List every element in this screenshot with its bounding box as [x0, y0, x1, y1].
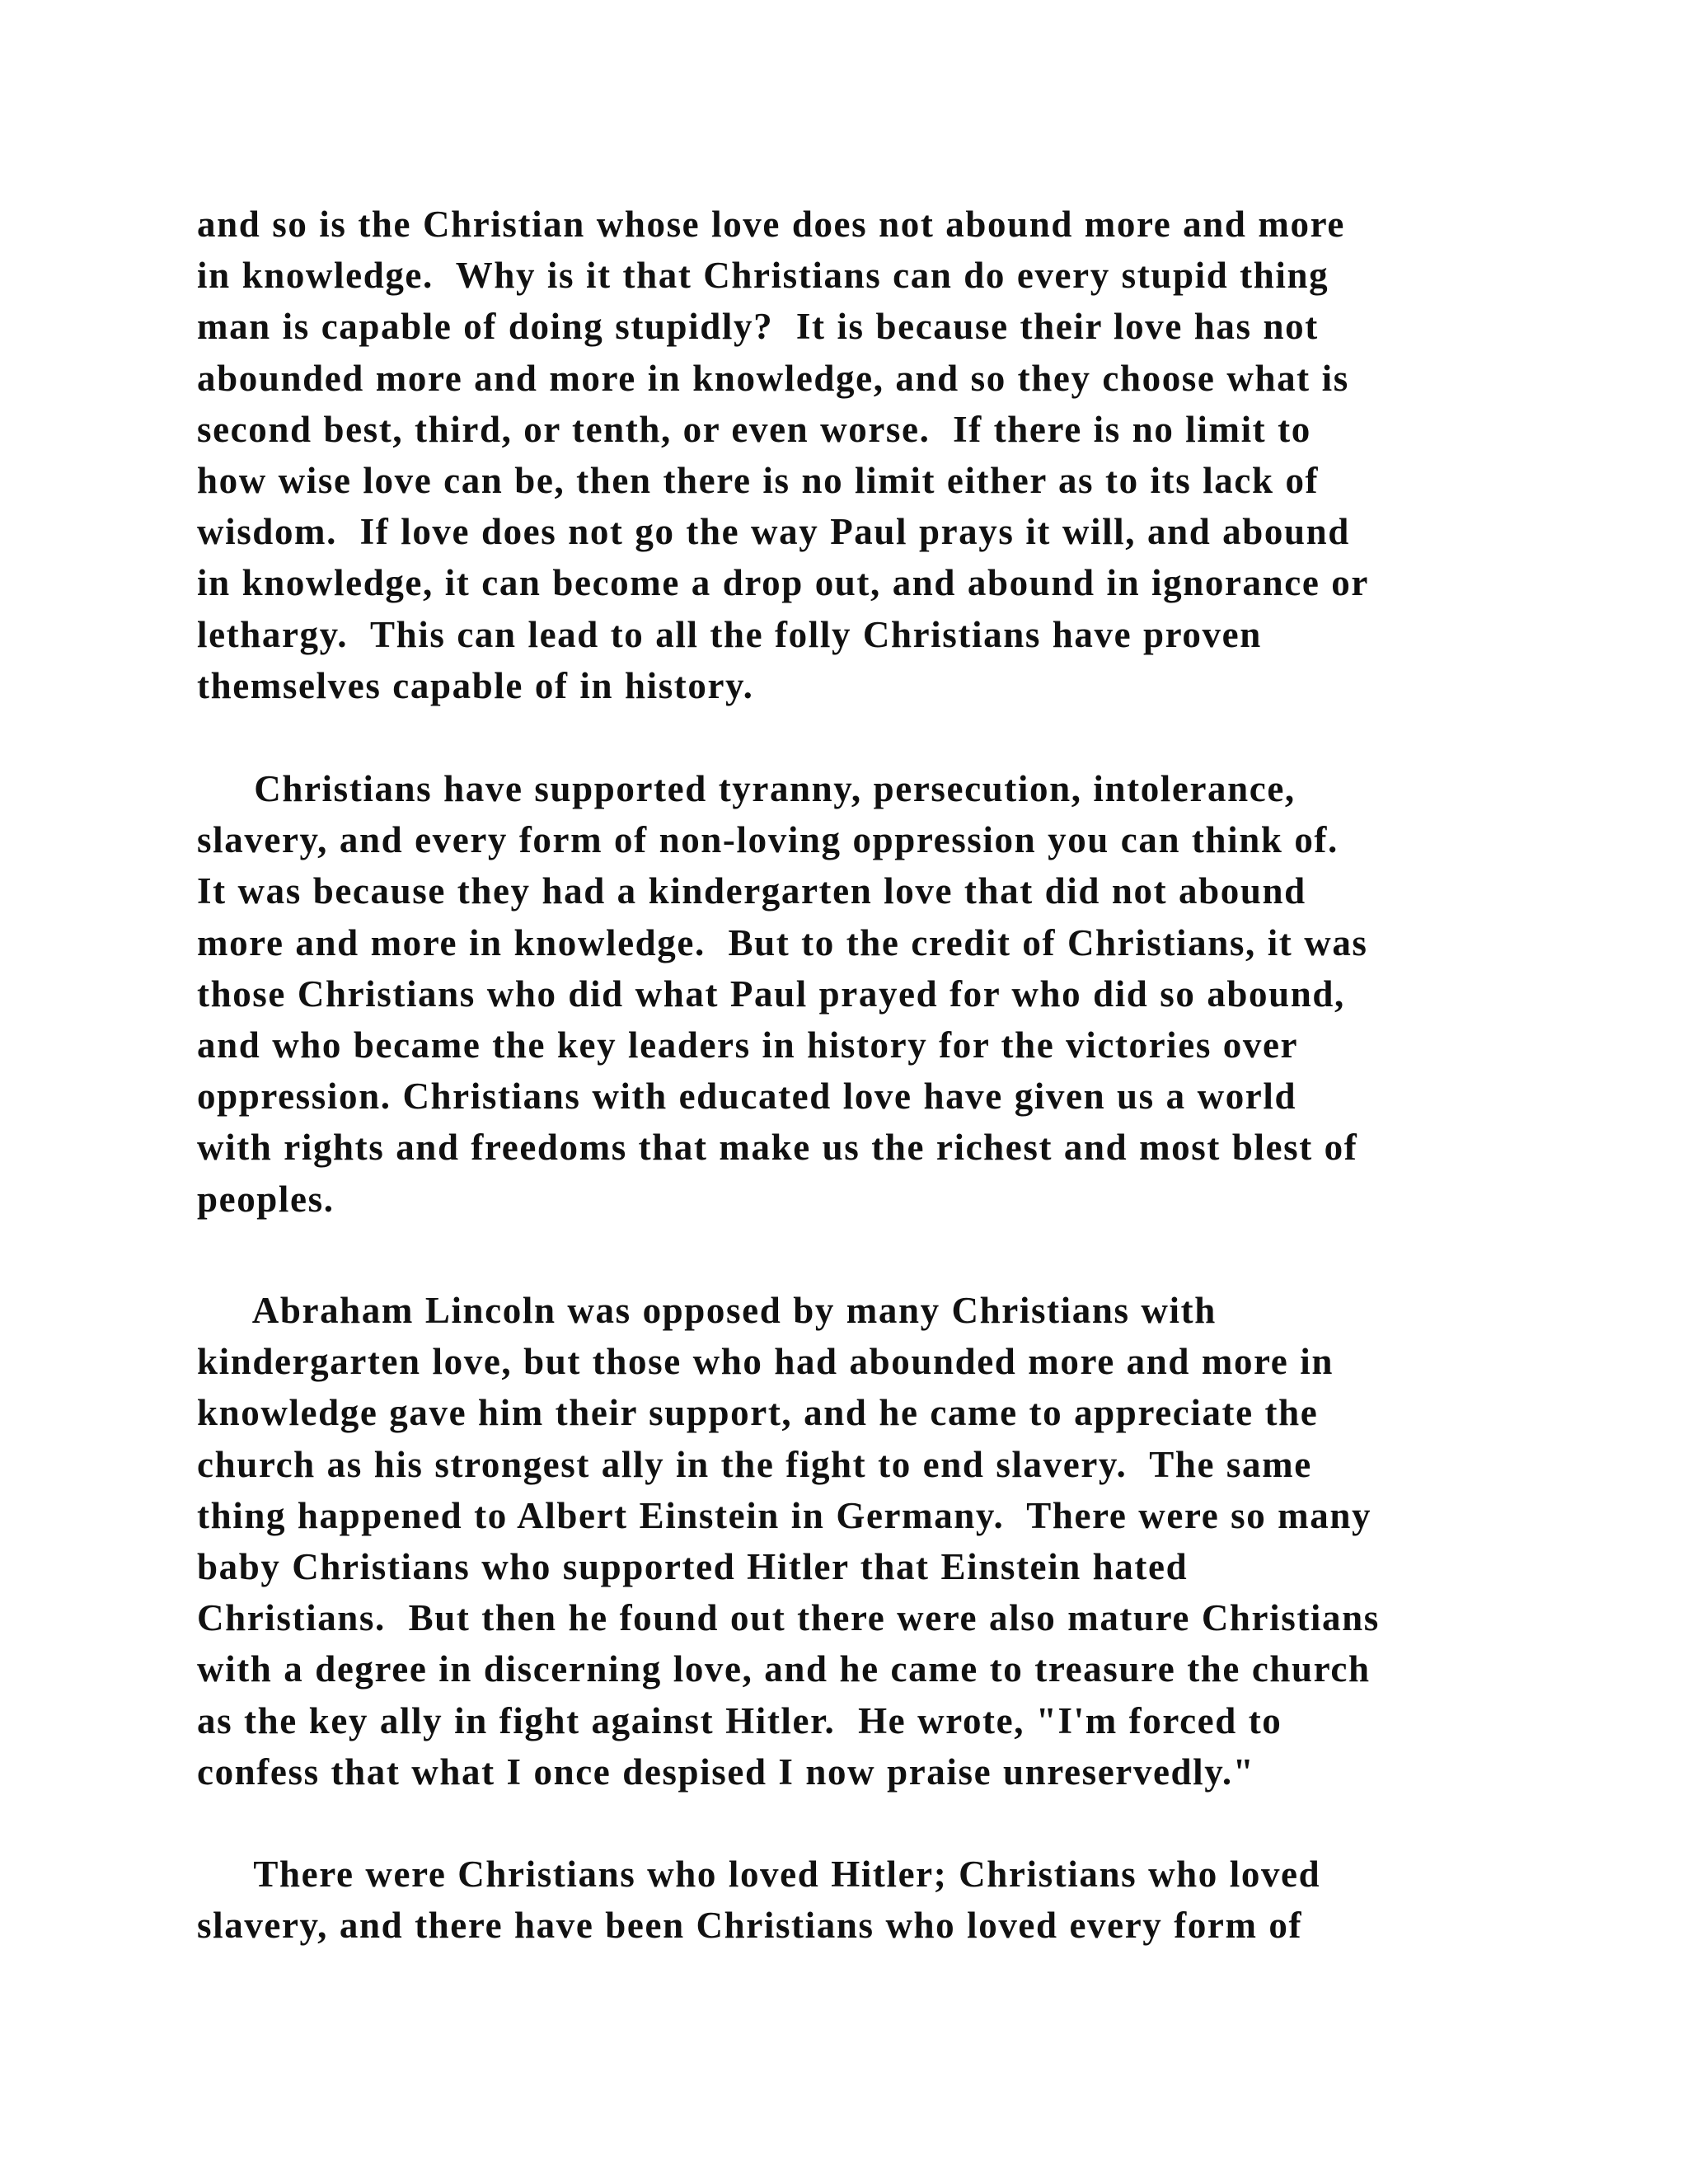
- text-line: with a degree in discerning love, and he came to treasure the church: [197, 1648, 1371, 1690]
- text-line: slavery, and there have been Christians who loved every form of: [197, 1905, 1303, 1947]
- text-line: peoples.: [197, 1178, 335, 1220]
- text-line: more and more in knowledge. But to the credit of Christians, it was: [197, 921, 1368, 963]
- text-line: in knowledge, it can become a drop out, and abound in ignorance or: [197, 562, 1369, 604]
- text-line: Christians. But then he found out there were also mature Christians: [197, 1597, 1380, 1639]
- text-line: confess that what I once despised I now praise unreservedly.": [197, 1750, 1255, 1793]
- text-line: second best, third, or tenth, or even worse. If there is no limit to: [197, 408, 1311, 450]
- text-line: how wise love can be, then there is no limit either as to its lack of: [197, 459, 1320, 501]
- text-line: slavery, and every form of non-loving oppression you can think of.: [197, 819, 1339, 861]
- text-line: wisdom. If love does not go the way Paul prays it will, and abound: [197, 511, 1350, 553]
- paragraph: [197, 199, 1483, 711]
- text-line: themselves capable of in history.: [197, 664, 754, 706]
- text-line: baby Christians who supported Hitler that Einstein hated: [197, 1545, 1189, 1587]
- text-line: Abraham Lincoln was opposed by many Christians with: [197, 1290, 1217, 1331]
- text-line: church as his strongest ally in the fight to end slavery. The same: [197, 1443, 1312, 1485]
- text-line: man is capable of doing stupidly? It is because their love has not: [197, 306, 1319, 348]
- paragraph: [197, 1285, 1483, 1797]
- text-line: kindergarten love, but those who had abounded more and more in: [197, 1341, 1334, 1383]
- text-line: lethargy. This can lead to all the folly Christians have proven: [197, 613, 1262, 655]
- text-line: Christians have supported tyranny, persecution, intolerance,: [197, 768, 1296, 809]
- text-line: There were Christians who loved Hitler; Christians who loved: [197, 1854, 1321, 1895]
- text-line: and so is the Christian whose love does not abound more and more: [197, 204, 1345, 245]
- text-line: as the key ally in fight against Hitler. He wrote, "I'm forced to: [197, 1699, 1282, 1741]
- text-line: abounded more and more in knowledge, and so they choose what is: [197, 357, 1349, 399]
- paragraph: [197, 1849, 1483, 1951]
- text-line: thing happened to Albert Einstein in Germany. There were so many: [197, 1494, 1372, 1536]
- text-line: with rights and freedoms that make us the richest and most blest of: [197, 1127, 1358, 1169]
- text-line: knowledge gave him their support, and he came to appreciate the: [197, 1392, 1319, 1434]
- text-line: oppression. Christians with educated love have given us a world: [197, 1076, 1297, 1118]
- paragraph: [197, 763, 1483, 1225]
- text-line: and who became the key leaders in history for the victories over: [197, 1024, 1299, 1066]
- text-line: those Christians who did what Paul prayed for who did so abound,: [197, 972, 1345, 1015]
- text-line: in knowledge. Why is it that Christians can do every stupid thing: [197, 255, 1329, 297]
- text-line: It was because they had a kindergarten love that did not abound: [197, 870, 1306, 912]
